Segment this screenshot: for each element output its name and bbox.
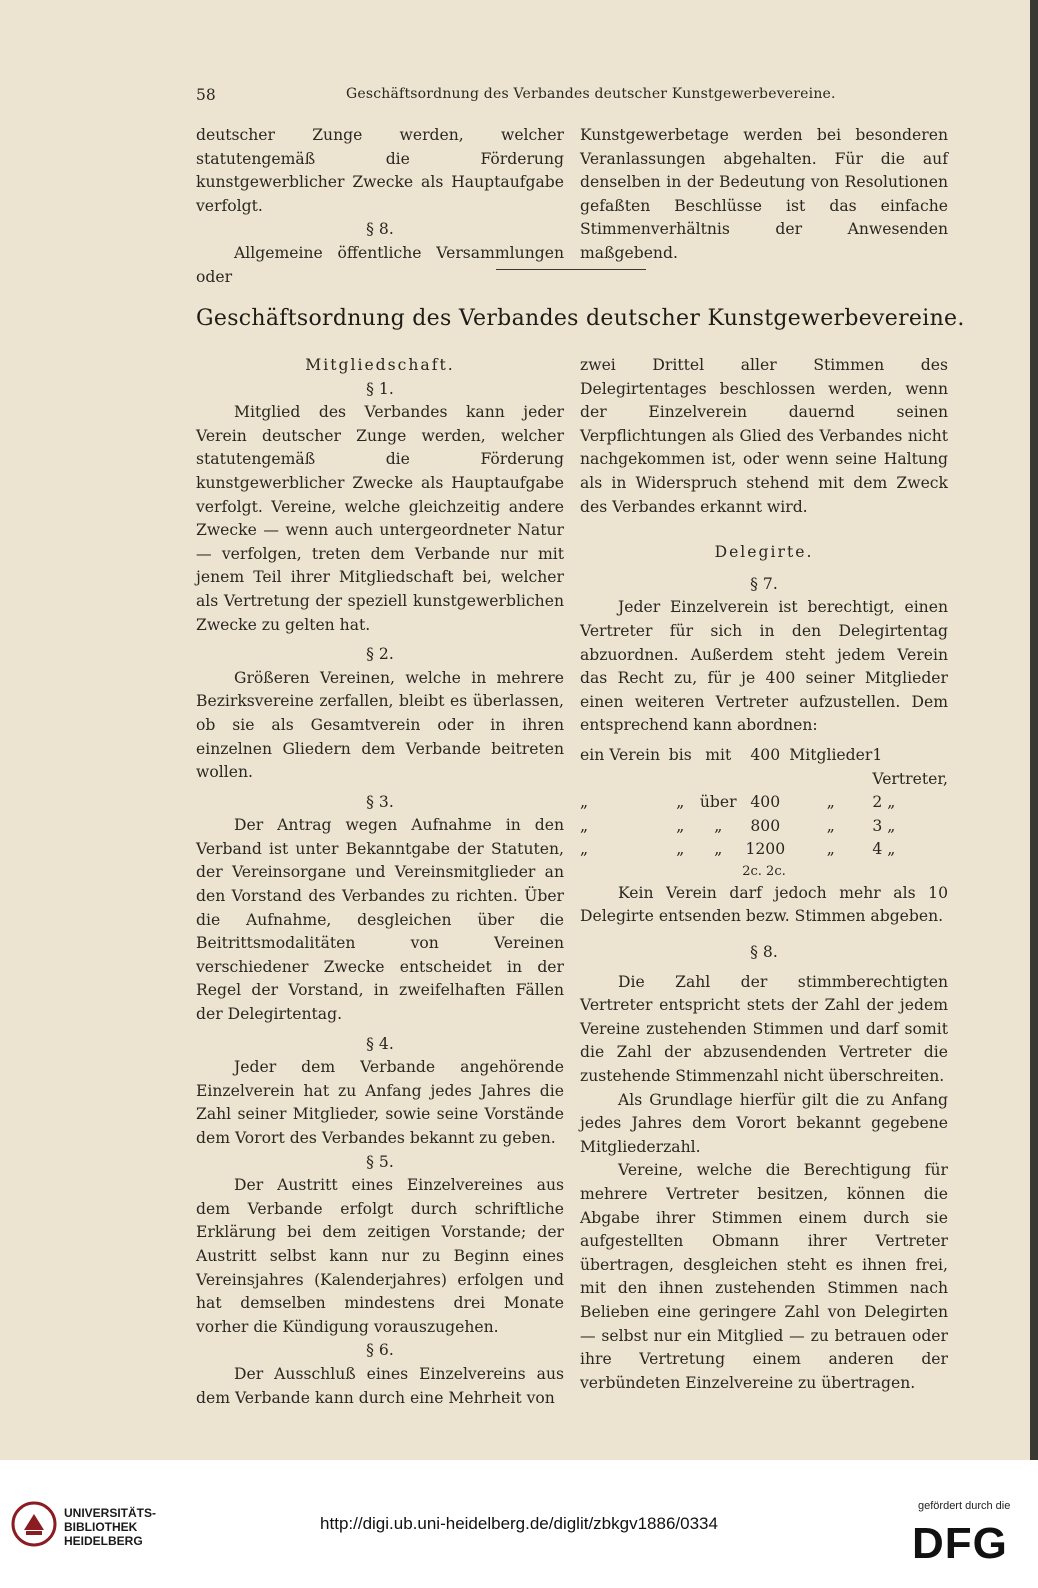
table-cell: Mitglieder [789, 745, 873, 764]
paragraph: Als Grundlage hierfür gilt die zu Anfang jedes Jahres dem Vorort bekannt gegebene Mitgliederzahl. [580, 1090, 948, 1156]
section-number: § 3. [366, 792, 394, 811]
table-cell: 400 [750, 793, 781, 812]
table-cell: „ [580, 793, 589, 812]
section-heading: Mitgliedschaft. [305, 356, 455, 374]
top-right-column [580, 124, 948, 266]
paragraph: Größeren Vereinen, welche in mehrere Bezirksvereine zerfallen, bleibt es überlassen, ob sie als Gesamtverein oder in ihren einzelnen Gliedern dem Verbande beitreten wollen. [196, 668, 564, 782]
table-row [580, 838, 948, 862]
dfg-logo: DFG [912, 1519, 1008, 1568]
page-number: 58 [196, 86, 216, 104]
section-number: § 5. [366, 1152, 394, 1171]
table-cell: 400 [750, 745, 781, 764]
paragraph: Der Antrag wegen Aufnahme in den Verband ist unter Bekanntgabe der Statuten, der Vereinsorgane und Vereinsmitglieder an den Vorstand des Verbandes zu richten. Über die Aufnahme, desgleichen über die Beitrittsmodalitäten von Vereinen verschiedener Zwecke entscheidet in der Regel der Vorstand, in zweifelhaften Fällen der Delegirtentag. [196, 816, 564, 1024]
section-number: § 8. [750, 943, 778, 962]
table-cell: 2 „ [872, 793, 896, 812]
section-number: § 4. [366, 1034, 394, 1053]
paragraph: Die Zahl der stimmberechtigten Vertreter entspricht stets der Zahl der jedem Vereine zustehenden Stimmen und darf somit die Zahl der abzusendenden Vertreter die zustehende Stimmenzahl nicht überschreiten. [580, 972, 948, 1086]
table-cell: über [699, 793, 737, 812]
paragraph: Allgemeine öffentliche Versammlungen oder [196, 243, 564, 286]
section-heading: Delegirte. [714, 543, 814, 562]
table-cell: „ [826, 793, 835, 812]
table-cell: 3 „ [872, 816, 896, 835]
left-column [196, 354, 564, 1410]
section-number: § 1. [366, 379, 394, 398]
paragraph: Der Austritt eines Einzelvereines aus dem Verbande erfolgt durch schriftliche Erklärung bei dem zeitigen Vorstande; der Austritt selbst kann nur zu Beginn eines Vereinsjahres (Kalenderjahres) erfolgen und hat demselben mindestens drei Monate vorher die Kündigung vorauszugehen. [196, 1176, 564, 1336]
section-number: § 7. [750, 574, 778, 593]
table-cell: ein Verein [580, 745, 660, 764]
table-row [580, 791, 948, 815]
table-cell: „ [714, 840, 723, 859]
table-cell: „ [580, 816, 589, 835]
right-column [580, 354, 948, 1395]
table-cell: „ [676, 816, 685, 835]
table-cell: 800 [750, 816, 781, 835]
table-cell: 4 „ [872, 840, 896, 859]
table-cell: „ [714, 816, 723, 835]
page-edge-shadow [1030, 0, 1038, 1460]
section-number: § 6. [366, 1341, 394, 1360]
paragraph: Der Ausschluß eines Einzelvereins aus dem Verbande kann durch eine Mehrheit von [196, 1364, 564, 1407]
table-cell: mit [705, 745, 732, 764]
table-cell: „ [826, 840, 835, 859]
table-row [580, 744, 948, 791]
section-heading: § 8. [366, 220, 394, 239]
funding-caption: gefördert durch die [918, 1500, 1011, 1512]
top-left-column [196, 124, 564, 289]
table-cell: „ [580, 840, 589, 859]
paragraph: Kein Verein darf jedoch mehr als 10 Delegirte entsenden bezw. Stimmen abgeben. [580, 883, 948, 926]
running-title: Geschäftsordnung des Verbandes deutscher Kunstgewerbevereine. [346, 86, 836, 102]
section-number: § 2. [366, 645, 394, 664]
paragraph: Jeder dem Verbande angehörende Einzelverein hat zu Anfang jedes Jahres die Zahl seiner Mitglieder, sowie seine Vorstände dem Vorort des Verbandes bekannt zu geben. [196, 1058, 564, 1147]
etc-mark: 2c. 2c. [742, 863, 786, 879]
paragraph: Mitglied des Verbandes kann jeder Verein deutscher Zunge werden, welcher statutengemäß die Förderung kunstgewerblicher Zwecke als Hauptaufgabe verfolgt. Vereine, welche gleichzeitig andere Zwecke — wenn auch untergeordneter Natur — verfolgen, treten dem Verbande nur mit jenem Teil ihrer Mitgliedschaft bei, welcher als Vertretung der speziell kunstgewerblichen Zwecke zu gelten hat. [196, 403, 564, 634]
paragraph: Vereine, welche die Berechtigung für mehrere Vertreter besitzen, können die Abgabe ihrer Stimmen einem durch sie aufgestellten Obmann ihrer Vertreter übertragen, desgleichen steht es ihnen frei, mit den ihnen zustehenden Stimmen nach Belieben eine geringere Zahl von Delegirten — selbst nur ein Mitglied — zu betrauen oder ihre Vertretung einem anderen der verbündeten Einzelvereine zu übertragen. [580, 1161, 948, 1392]
table-cell: 1 Vertreter, [872, 745, 949, 788]
table-cell: 1200 [745, 840, 786, 859]
page-header [196, 86, 956, 108]
university-name: UNIVERSITÄTS- BIBLIOTHEK HEIDELBERG [64, 1506, 157, 1548]
paragraph: deutscher Zunge werden, welcher statutengemäß die Förderung kunstgewerblicher Zwecke als Hauptaufgabe verfolgt. [196, 126, 564, 215]
paragraph: zwei Drittel aller Stimmen des Delegirtentages beschlossen werden, wenn der Einzelverein dauernd seinen Verpflichtungen als Glied des Verbandes nicht nachgekommen ist, oder wenn seine Haltung als in Widerspruch stehend mit dem Zweck des Verbandes erkannt wird. [580, 356, 948, 516]
table-cell: „ [826, 816, 835, 835]
table-row [580, 815, 948, 839]
source-url[interactable]: http://digi.ub.uni-heidelberg.de/diglit/zbkgv1886/0334 [320, 1514, 718, 1533]
table-cell: „ [676, 840, 685, 859]
paragraph: Kunstgewerbetage werden bei besonderen Veranlassungen abgehalten. Für die auf denselben in der Bedeutung von Resolutionen gefaßten Beschlüsse ist das einfache Stimmenverhältnis der Anwesenden maßgebend. [580, 126, 948, 262]
table-cell: bis [668, 745, 692, 764]
separator-rule [496, 269, 646, 270]
paragraph: Jeder Einzelverein ist berechtigt, einen Vertreter für sich in den Delegirtentag abzuordnen. Außerdem steht jedem Verein das Recht zu, für je 400 seiner Mitglieder einen weiteren Vertreter aufzustellen. Dem entsprechend kann abordnen: [580, 598, 948, 735]
delegate-table [580, 744, 948, 862]
document-title: Geschäftsordnung des Verbandes deutscher Kunstgewerbevereine. [196, 306, 965, 331]
table-cell: „ [676, 793, 685, 812]
